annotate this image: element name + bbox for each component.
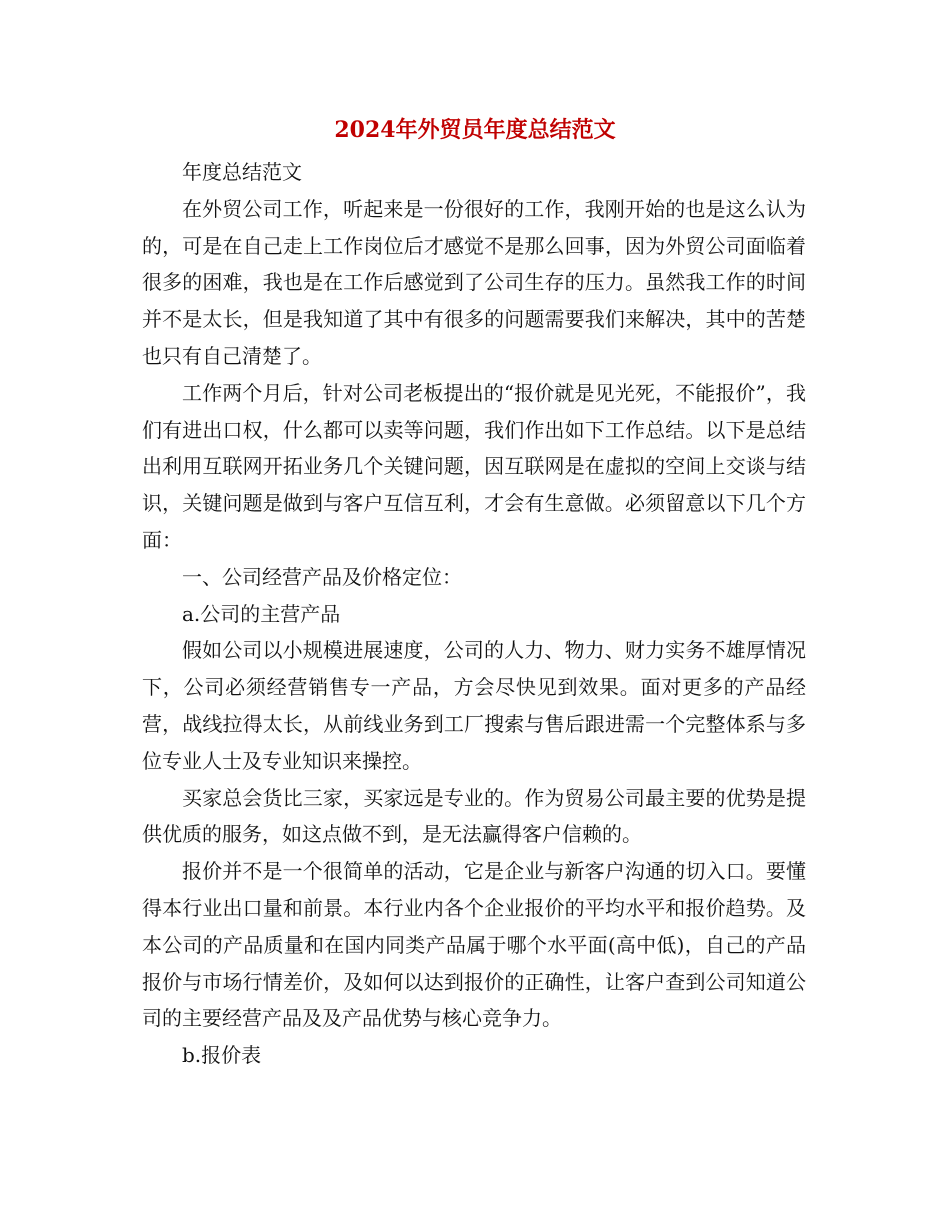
- paragraph-heading: 年度总结范文: [182, 160, 302, 184]
- section-heading: 一、公司经营产品及价格定位：: [182, 564, 462, 589]
- paragraph: 在外贸公司工作，听起来是一份很好的工作，我刚开始的也是这么认为的，可是在自己走上工作岗位后才感觉不是那么回事，因为外贸公司面临着很多的困难，我也是在工作后感觉到了公司生存的压力。虽然我工作的时间并不是太长，但是我知道了其中有很多的问题需要我们来解决，其中的苦楚也只有自己清楚了。: [142, 196, 806, 368]
- paragraph: 假如公司以小规模进展速度，公司的人力、物力、财力实务不雄厚情况下，公司必须经营销售专一产品，方会尽快见到效果。面对更多的产品经营，战线拉得太长，从前线业务到工厂搜索与售后跟进需一个完整体系与多位专业人士及专业知识来操控。: [142, 638, 806, 773]
- document-body: [142, 154, 806, 1074]
- subsection-heading: b.报价表: [182, 1043, 262, 1068]
- paragraph: 工作两个月后，针对公司老板提出的“报价就是见光死，不能报价”，我们有进出口权，什么都可以卖等问题，我们作出如下工作总结。以下是总结出利用互联网开拓业务几个关键问题，因互联网是在虚拟的空间上交谈与结识，关键问题是做到与客户互信互利，才会有生意做。必须留意以下几个方面：: [142, 380, 806, 552]
- paragraph: 报价并不是一个很简单的活动，它是企业与新客户沟通的切入口。要懂得本行业出口量和前景。本行业内各个企业报价的平均水平和报价趋势。及本公司的产品质量和在国内同类产品属于哪个水平面(高中低)，自己的产品报价与市场行情差价，及如何以达到报价的正确性，让客户查到公司知道公司的主要经营产品及及产品优势与核心竞争力。: [142, 859, 806, 1031]
- subsection-heading: a.公司的主营产品: [182, 601, 341, 626]
- paragraph: 买家总会货比三家，买家远是专业的。作为贸易公司最主要的优势是提供优质的服务，如这点做不到，是无法赢得客户信赖的。: [142, 785, 806, 847]
- document-title: 2024年外贸员年度总结范文: [334, 117, 616, 143]
